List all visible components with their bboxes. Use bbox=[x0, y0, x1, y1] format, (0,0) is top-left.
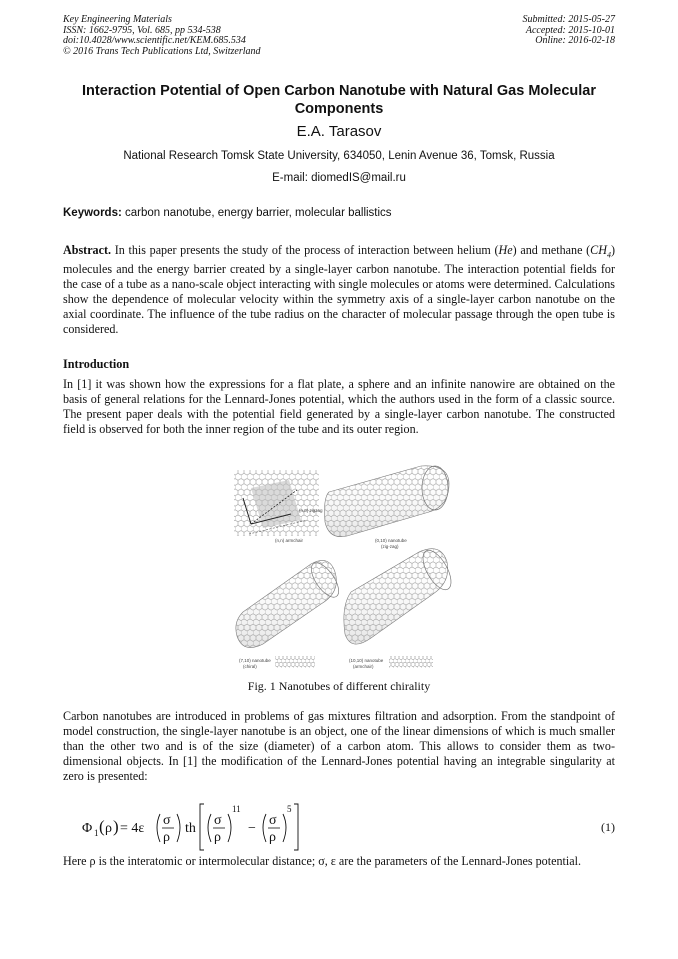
author-affiliation: National Research Tomsk State University, 634050, Lenin Avenue 36, Tomsk, Russia bbox=[123, 150, 555, 162]
eq-sigma-2: σ bbox=[214, 813, 222, 828]
figure-caption: Fig. 1 Nanotubes of different chirality bbox=[247, 679, 431, 693]
armchair-tube-sublabel: (armchair) bbox=[353, 664, 374, 669]
eq-big-paren-3-left bbox=[263, 814, 266, 842]
eq-th: th bbox=[185, 821, 196, 836]
equation-number: (1) bbox=[601, 820, 615, 834]
eq-big-paren-2-right bbox=[228, 814, 231, 842]
chiral-tube-sublabel: (chiral) bbox=[243, 664, 257, 669]
keywords-text: carbon nanotube, energy barrier, molecular ballistics bbox=[121, 207, 392, 219]
online-date: Online: 2016-02-18 bbox=[535, 35, 615, 46]
abstract-text-2: ) and methane ( bbox=[512, 243, 591, 257]
accepted-date: Accepted: 2015-10-01 bbox=[525, 24, 615, 36]
eq-big-paren-1-right bbox=[177, 814, 180, 842]
submitted-date: Submitted: 2015-05-27 bbox=[522, 14, 615, 25]
eq-phi-sub: 1 bbox=[94, 828, 99, 838]
eq-equals: = 4ε bbox=[120, 821, 145, 836]
section-heading-introduction: Introduction bbox=[63, 357, 130, 371]
paper-title: Interaction Potential of Open Carbon Nanotube with Natural Gas Molecular Components bbox=[82, 83, 596, 117]
eq-exponent-5: 5 bbox=[287, 804, 292, 814]
intro-paragraph: In [1] it was shown how the expressions for a flat plate, a sphere and an infinite nanowire are obtained on the basis of general relations for the Lennard-Jones potential, which the authors used in the form of a classic source. The present paper deals with the potential field generated by a single-layer carbon nanotube. The constructed field is observed for both the inner region of the tube and its outer region. bbox=[63, 377, 615, 436]
graphene-sheet-diagram bbox=[234, 470, 323, 543]
abstract-ch-sub: 4 bbox=[606, 250, 611, 260]
armchair-tube-label: (10,10) nanotube bbox=[349, 658, 384, 663]
zigzag-direction-label: (n,0) zigzag bbox=[299, 508, 323, 513]
eq-minus: − bbox=[248, 821, 256, 836]
eq-big-paren-1-left bbox=[157, 814, 160, 842]
eq-rho-arg: ρ bbox=[105, 821, 112, 836]
eq-big-paren-2-left bbox=[208, 814, 211, 842]
eq-rho-3: ρ bbox=[269, 830, 276, 845]
abstract-label: Abstract. bbox=[63, 243, 112, 257]
author-email: E-mail: diomedIS@mail.ru bbox=[272, 172, 406, 184]
body-paragraph-definitions: Here ρ is the interatomic or intermolecular distance; σ, ε are the parameters of the Lennard-Jones potential. bbox=[63, 854, 581, 868]
abstract-text-3: ) molecules and the energy barrier created by a single-layer carbon nanotube. The interaction potential fields for the case of a tube as a nano-scale object interacting with single molecules or atoms were determined. Calculations show the dependence of molecular velocity within the symmetry axis of a single-layer carbon nanotube on the axial coordinate. The influence of the tube radius on the character of molecular passage through the open tube is considered. bbox=[63, 243, 615, 337]
eq-sigma-1: σ bbox=[163, 813, 171, 828]
nanotube-figure bbox=[229, 462, 453, 674]
author-name: E.A. Tarasov bbox=[296, 123, 382, 140]
abstract-he: He bbox=[498, 243, 513, 257]
eq-exponent-11: 11 bbox=[232, 804, 241, 814]
eq-paren-close: ) bbox=[113, 817, 119, 836]
equation-1 bbox=[80, 800, 320, 854]
dates-header bbox=[523, 15, 616, 47]
eq-bracket-right bbox=[294, 804, 298, 850]
journal-name: Key Engineering Materials bbox=[63, 14, 172, 25]
eq-rho-1: ρ bbox=[163, 830, 170, 845]
abstract-text-1: In this paper presents the study of the process of interaction between helium ( bbox=[111, 243, 499, 257]
zigzag-tube-label: (0,10) nanotube bbox=[375, 538, 407, 543]
eq-big-paren-3-right bbox=[283, 814, 286, 842]
abstract bbox=[63, 243, 615, 337]
eq-phi: Φ bbox=[82, 821, 93, 836]
eq-bracket-left bbox=[200, 804, 204, 850]
zigzag-nanotube bbox=[325, 466, 450, 549]
keywords-label: Keywords: bbox=[63, 207, 122, 219]
chiral-tube-label: (7,10) nanotube bbox=[239, 658, 271, 663]
journal-issn: ISSN: 1662-9795, Vol. 685, pp 534-538 bbox=[63, 24, 221, 36]
body-paragraph-nanotubes: Carbon nanotubes are introduced in problems of gas mixtures filtration and adsorption. From the standpoint of model construction, the single-layer nanotube is an object, one of the linear dimensions of which is much smaller than the other two and is of the size (diameter) of a carbon atom. This allows to consider them as two-dimensional objects. In [1] the modification of the Lennard-Jones potential having an integrable singularity at zero is presented: bbox=[63, 709, 615, 783]
abstract-ch4 bbox=[590, 243, 611, 260]
abstract-ch: CH bbox=[590, 243, 607, 257]
eq-sigma-3: σ bbox=[269, 813, 277, 828]
eq-paren-open: ( bbox=[99, 817, 105, 836]
journal-header bbox=[63, 15, 261, 57]
journal-copyright: © 2016 Trans Tech Publications Ltd, Switzerland bbox=[63, 45, 261, 57]
journal-doi: doi:10.4028/www.scientific.net/KEM.685.534 bbox=[63, 35, 246, 46]
armchair-nanotube bbox=[344, 546, 453, 669]
keywords bbox=[63, 207, 615, 219]
zigzag-tube-sublabel: (zig-zag) bbox=[381, 544, 399, 549]
chiral-nanotube bbox=[236, 558, 344, 669]
eq-rho-2: ρ bbox=[214, 830, 221, 845]
armchair-direction-label: (n,n) armchair bbox=[275, 538, 304, 543]
